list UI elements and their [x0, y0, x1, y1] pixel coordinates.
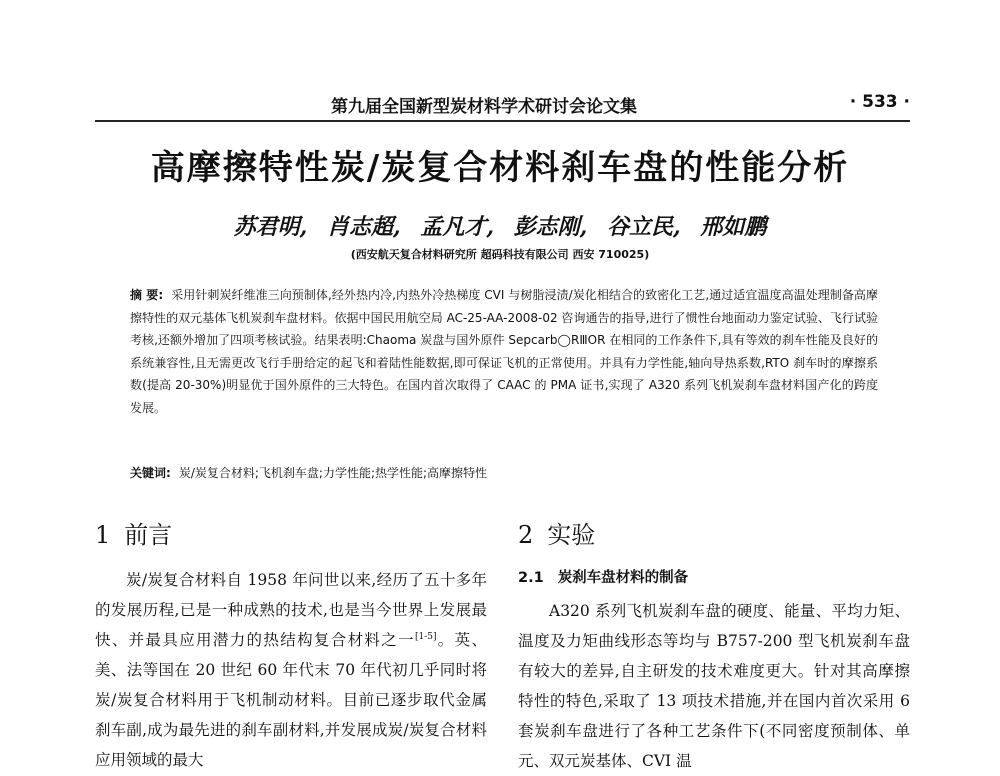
- author: 苏君明,: [233, 214, 308, 240]
- author: 孟凡才,: [420, 214, 494, 240]
- section-number: 2: [518, 521, 534, 549]
- header-rule: [95, 120, 910, 122]
- abstract: [130, 284, 878, 419]
- journal-title: 第九届全国新型炭材料学术研讨会论文集: [331, 97, 637, 117]
- citation: [1-5]: [414, 631, 437, 642]
- subsection-heading: [518, 566, 688, 587]
- author: 彭志刚,: [513, 214, 588, 240]
- intro-text-a: 炭/炭复合材料自 1958 年问世以来,经历了五十多年的发展历程,已是一种成熟的技术,也是当今世界上发展最快、并最具应用潜力的热结构复合材料之一: [95, 571, 487, 649]
- section-heading-intro: [95, 515, 172, 550]
- intro-text-b: 。英、美、法等国在 20 世纪 60 年代末 70 年代初几乎同时将炭/炭复合材料用于飞机制动材料。目前已逐步取代金属刹车副,成为最先进的刹车副材料,并发展成炭/炭复合材料应用领域的最大: [95, 631, 487, 769]
- keywords: [130, 462, 878, 484]
- section-heading-experiment: [518, 515, 595, 550]
- author: 谷立民,: [607, 214, 681, 240]
- abstract-text: 采用针刺炭纤维准三向预制体,经外热内冷,内热外冷热梯度 CVI 与树脂浸渍/炭化相结合的致密化工艺,通过适宜温度高温处理制备高摩擦特性的双元基体飞机炭刹车盘材料。依据中国民用航空局 AC-25-AA-2008-02 咨询通告的指导,进行了惯性台地面动力鉴定试验、飞行试验考核,还额外增加了四项考核试验。结果表明:Chaoma 炭盘与国外原件 Sepcarb◯RⅢOR 在相同的工作条件下,具有等效的刹车性能及良好的系统兼容性,且无需更改飞行手册给定的起飞和着陆性能数据,即可保证飞机的正常使用。并具有力学性能,轴向导热系数,RTO 刹车时的摩擦系数(提高 20-30%)明显优于国外原件的三大特色。在国内首次取得了 CAAC 的 PMA 证书,实现了 A320 系列飞机炭刹车盘材料国产化的跨度发展。: [130, 288, 878, 415]
- experiment-paragraph: A320 系列飞机炭刹车盘的硬度、能量、平均力矩、温度及力矩曲线形态等均与 B757-200 型飞机炭刹车盘有较大的差异,自主研发的技术难度更大。针对其高摩擦特性的特色,采取了 13 项技术措施,并在国内首次采用 6 套炭刹车盘进行了各种工艺条件下(不同密度预制体、单元、双元炭基体、CVI 温: [518, 602, 910, 770]
- page-number: · 533 ·: [849, 92, 910, 112]
- author-list: [0, 210, 1000, 241]
- running-header: [95, 92, 910, 117]
- section-title: 前言: [124, 521, 173, 549]
- abstract-label: 摘 要:: [130, 288, 164, 302]
- affiliation: (西安航天复合材料研究所 超码科技有限公司 西安 710025): [350, 248, 650, 261]
- subsection-title: 炭刹车盘材料的制备: [557, 570, 689, 586]
- author: 邢如鹏: [700, 214, 767, 240]
- intro-paragraph: [95, 565, 487, 775]
- author: 肖志超,: [326, 214, 401, 240]
- subsection-number: 2.1: [518, 570, 544, 586]
- paper-title: 高摩擦特性炭/炭复合材料刹车盘的性能分析: [150, 148, 850, 188]
- section-title: 实验: [547, 521, 596, 549]
- section-number: 1: [95, 521, 111, 549]
- keywords-label: 关键词:: [130, 466, 171, 480]
- keywords-text: 炭/炭复合材料;飞机刹车盘;力学性能;热学性能;高摩擦特性: [178, 466, 488, 480]
